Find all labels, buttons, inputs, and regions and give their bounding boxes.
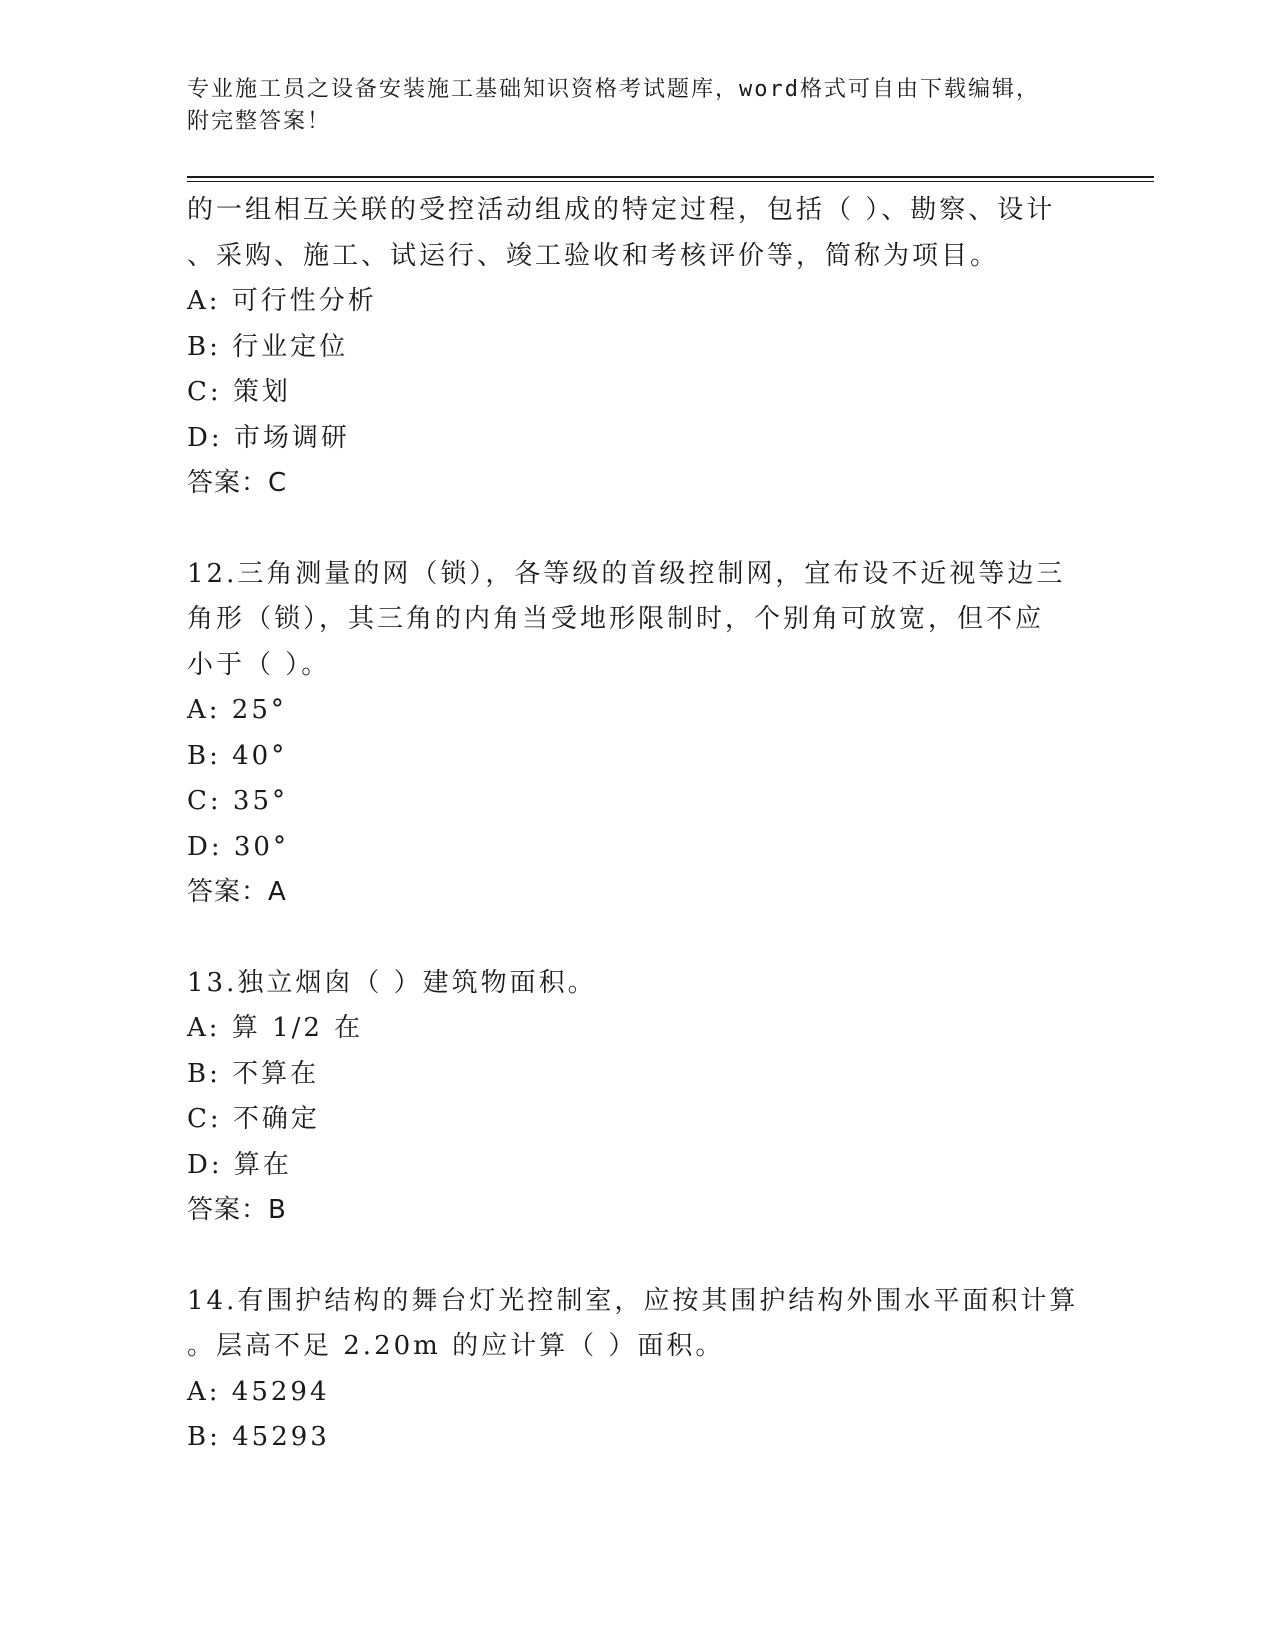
question-stem: 。层高不足 2.20m 的应计算（ ）面积。 xyxy=(187,1331,725,1361)
answer: 答案：A xyxy=(187,877,287,907)
question-stem: 角形（锁），其三角的内角当受地形限制时，个别角可放宽，但不应 xyxy=(187,604,1045,634)
option-d: D: 算在 xyxy=(187,1149,292,1180)
option-a: A: 45294 xyxy=(187,1376,330,1407)
option-c: C: 35° xyxy=(187,786,289,816)
question-stem: 14.有围护结构的舞台灯光控制室，应按其围护结构外围水平面积计算 xyxy=(187,1285,1079,1316)
spacer xyxy=(187,1234,1087,1279)
header-rule-thin xyxy=(187,181,1154,182)
question-11 xyxy=(187,188,1087,507)
header-line-2: 附完整答案！ xyxy=(187,109,332,134)
answer: 答案：B xyxy=(187,1195,287,1225)
option-b: B: 40° xyxy=(187,740,288,771)
question-12 xyxy=(187,552,1087,916)
question-list xyxy=(187,188,1087,1461)
option-c: C: 不确定 xyxy=(187,1104,320,1134)
spacer xyxy=(187,507,1087,552)
question-stem: 、采购、施工、试运行、竣工验收和考核评价等，简称为项目。 xyxy=(187,240,1000,271)
question-stem: 小于（ ）。 xyxy=(187,649,331,680)
option-d: D: 30° xyxy=(187,831,289,862)
option-b: B: 行业定位 xyxy=(187,331,349,362)
header-rule-thick xyxy=(187,176,1154,178)
document-header xyxy=(187,74,1067,138)
option-c: C: 策划 xyxy=(187,377,291,407)
option-a: A: 可行性分析 xyxy=(187,286,377,316)
question-stem: 12.三角测量的网（锁），各等级的首级控制网，宜布设不近视等边三 xyxy=(187,558,1066,589)
option-a: A: 算 1/2 在 xyxy=(187,1013,364,1043)
spacer xyxy=(187,916,1087,961)
option-d: D: 市场调研 xyxy=(187,422,350,453)
question-stem: 13.独立烟囱（ ）建筑物面积。 xyxy=(187,967,597,998)
question-stem: 的一组相互关联的受控活动组成的特定过程，包括（ ）、勘察、设计 xyxy=(187,195,1056,225)
question-14 xyxy=(187,1279,1087,1461)
option-b: B: 45293 xyxy=(187,1422,330,1452)
option-a: A: 25° xyxy=(187,695,287,725)
question-13 xyxy=(187,961,1087,1234)
header-line-1: 专业施工员之设备安装施工基础知识资格考试题库，word格式可自由下载编辑， xyxy=(187,77,1040,102)
answer: 答案：C xyxy=(187,468,288,498)
option-b: B: 不算在 xyxy=(187,1058,320,1089)
